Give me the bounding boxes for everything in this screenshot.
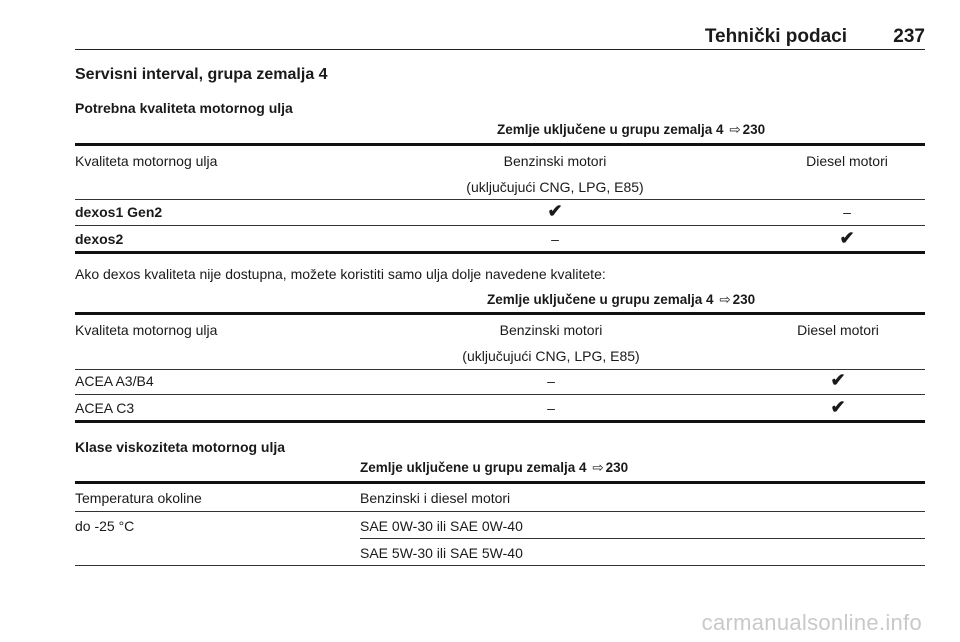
group-reference-page[interactable]: 230 (605, 460, 629, 475)
dash-mark: – (843, 204, 851, 220)
check-icon: ✔ (830, 370, 846, 390)
table-row-rule (75, 394, 925, 395)
table-row-label: do -25 °C (75, 518, 135, 534)
acea-quality-table (75, 312, 925, 424)
page-header (75, 24, 925, 50)
group-reference (497, 122, 765, 138)
check-icon: ✔ (547, 201, 563, 221)
column-header-diesel: Diesel motori (806, 153, 888, 169)
column-header-oil-quality: Kvaliteta motornog ulja (75, 153, 218, 169)
check-icon: ✔ (830, 397, 846, 417)
column-header-diesel: Diesel motori (797, 322, 879, 338)
table-bottom-rule (75, 251, 925, 254)
table-header-rule (75, 199, 925, 200)
oil-quality-table (75, 143, 925, 255)
page-link-arrow-icon: ⇨ (719, 292, 731, 307)
viscosity-table (75, 481, 925, 571)
table-bottom-rule (75, 565, 925, 566)
chapter-title: Tehnički podaci (704, 26, 847, 47)
column-header-oil-quality: Kvaliteta motornog ulja (75, 322, 218, 338)
group-reference-text: Zemlje uključene u grupu zemalja 4 (487, 292, 714, 307)
page-number: 237 (893, 26, 925, 47)
group-reference-page[interactable]: 230 (742, 122, 766, 137)
column-header-petrol-note: (uključujući CNG, LPG, E85) (462, 348, 640, 364)
table-top-rule (75, 481, 925, 484)
check-icon: ✔ (839, 228, 855, 248)
viscosity-heading: Klase viskoziteta motornog ulja (75, 439, 286, 455)
column-header-temperature: Temperatura okoline (75, 490, 202, 506)
table-row-label: dexos1 Gen2 (75, 204, 163, 220)
alternative-oils-note: Ako dexos kvaliteta nije dostupna, možete koristiti samo ulja dolje navedene kvalitete: (75, 266, 606, 282)
group-reference-text: Zemlje uključene u grupu zemalja 4 (497, 122, 724, 137)
column-header-petrol: Benzinski motori (503, 153, 607, 169)
dash-mark: – (547, 400, 555, 416)
column-header-engines: Benzinski i diesel motori (360, 490, 511, 506)
viscosity-grade: SAE 0W-30 ili SAE 0W-40 (360, 518, 523, 534)
group-reference (360, 460, 628, 476)
section-title: Servisni interval, grupa zemalja 4 (75, 66, 328, 83)
table-row-label: ACEA C3 (75, 400, 135, 416)
table-row-rule (360, 538, 925, 539)
group-reference-page[interactable]: 230 (732, 292, 756, 307)
table-bottom-rule (75, 420, 925, 423)
dash-mark: – (551, 231, 559, 247)
table-row-rule (75, 225, 925, 226)
header-rule (75, 49, 925, 50)
oil-quality-heading: Potrebna kvaliteta motornog ulja (75, 100, 293, 116)
viscosity-grade: SAE 5W-30 ili SAE 5W-40 (360, 545, 523, 561)
watermark: carmanualsonline.info (701, 610, 922, 635)
table-row-label: dexos2 (75, 231, 124, 247)
group-reference-text: Zemlje uključene u grupu zemalja 4 (360, 460, 587, 475)
table-row-label: ACEA A3/B4 (75, 373, 154, 389)
table-header-rule (75, 369, 925, 370)
column-header-petrol-note: (uključujući CNG, LPG, E85) (466, 179, 644, 195)
group-reference (487, 292, 755, 308)
page-link-arrow-icon: ⇨ (729, 122, 741, 137)
table-top-rule (75, 143, 925, 146)
table-header-rule (75, 511, 925, 512)
dash-mark: – (547, 373, 555, 389)
table-top-rule (75, 312, 925, 315)
page-link-arrow-icon: ⇨ (592, 460, 604, 475)
column-header-petrol: Benzinski motori (499, 322, 603, 338)
